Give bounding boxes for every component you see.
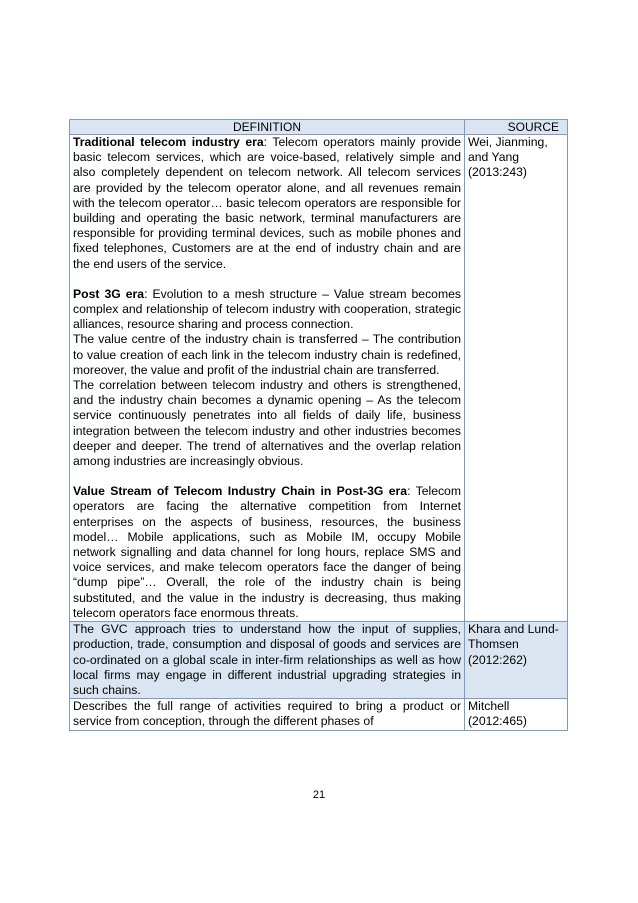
- term-title: Value Stream of Telecom Industry Chain in Post-3G era: [73, 484, 408, 499]
- table-row: [70, 622, 568, 699]
- definition-paragraph: [73, 287, 461, 333]
- page-number: 21: [312, 789, 326, 801]
- definition-header: DEFINITION: [70, 120, 465, 135]
- table-row: [70, 135, 568, 622]
- definition-paragraph: [73, 484, 461, 621]
- term-title: Traditional telecom industry era: [73, 135, 264, 149]
- source-cell: Mitchell (2012:465): [465, 699, 568, 730]
- source-cell: Wei, Jianming, and Yang (2013:243): [465, 135, 568, 622]
- definition-cell: The GVC approach tries to understand how the input of supplies, production, trade, consumption and disposal of goods and services are co-ordinated on a global scale in inter-firm relationships as well as how local firms may engage in different industrial upgrading strategies in such chains.: [70, 622, 465, 699]
- table-header-row: [70, 120, 568, 135]
- definitions-table: [69, 119, 568, 731]
- term-title: Post 3G era: [73, 286, 145, 301]
- definition-text: : Evolution to a mesh structure – Value stream becomes complex and relationship of telecom industry with cooperation, strategic alliances, resource sharing and process connection.: [73, 286, 461, 332]
- definition-paragraph: The value centre of the industry chain is transferred – The contribution to value creation of each link in the telecom industry chain is redefined, moreover, the value and profit of the industrial chain are transferred.: [73, 332, 461, 377]
- table-row: [70, 699, 568, 730]
- definition-text: : Telecom operators are facing the alternative competition from Internet enterprises on the aspects of business, resources, the business model… Mobile applications, such as Mobile IM, occupy Mobile network signalling and data channel for long hours, replace SMS and voice services, and make telecom operators face the danger of being “dump pipe”… Overall, the role of the industry chain is being substituted, and the value in the industry is decreasing, thus making telecom operators face enormous threats.: [73, 484, 461, 620]
- definition-cell: [70, 135, 465, 622]
- definition-cell: Describes the full range of activities required to bring a product or service from conception, through the different phases of: [70, 699, 465, 730]
- definition-paragraph: [73, 135, 461, 272]
- definition-paragraph: The correlation between telecom industry and others is strengthened, and the industry chain becomes a dynamic opening – As the telecom service continuously penetrates into all fields of daily life, business integration between the telecom industry and other industries becomes deeper and deeper. The trend of alternatives and the overlap relation among industries are increasingly obvious.: [73, 378, 461, 469]
- source-cell: Khara and Lund-Thomsen (2012:262): [465, 622, 568, 699]
- source-header: SOURCE: [465, 120, 568, 135]
- definition-text: : Telecom operators mainly provide basic telecom services, which are voice-based, relatively simple and also completely dependent on telecom network. All telecom services are provided by the telecom operator alone, and all revenues remain with the telecom operator… basic telecom operators are responsible for building and operating the basic network, terminal manufacturers are responsible for providing terminal devices, such as mobile phones and fixed telephones, Customers are at the end of industry chain and are the end users of the service.: [73, 135, 461, 271]
